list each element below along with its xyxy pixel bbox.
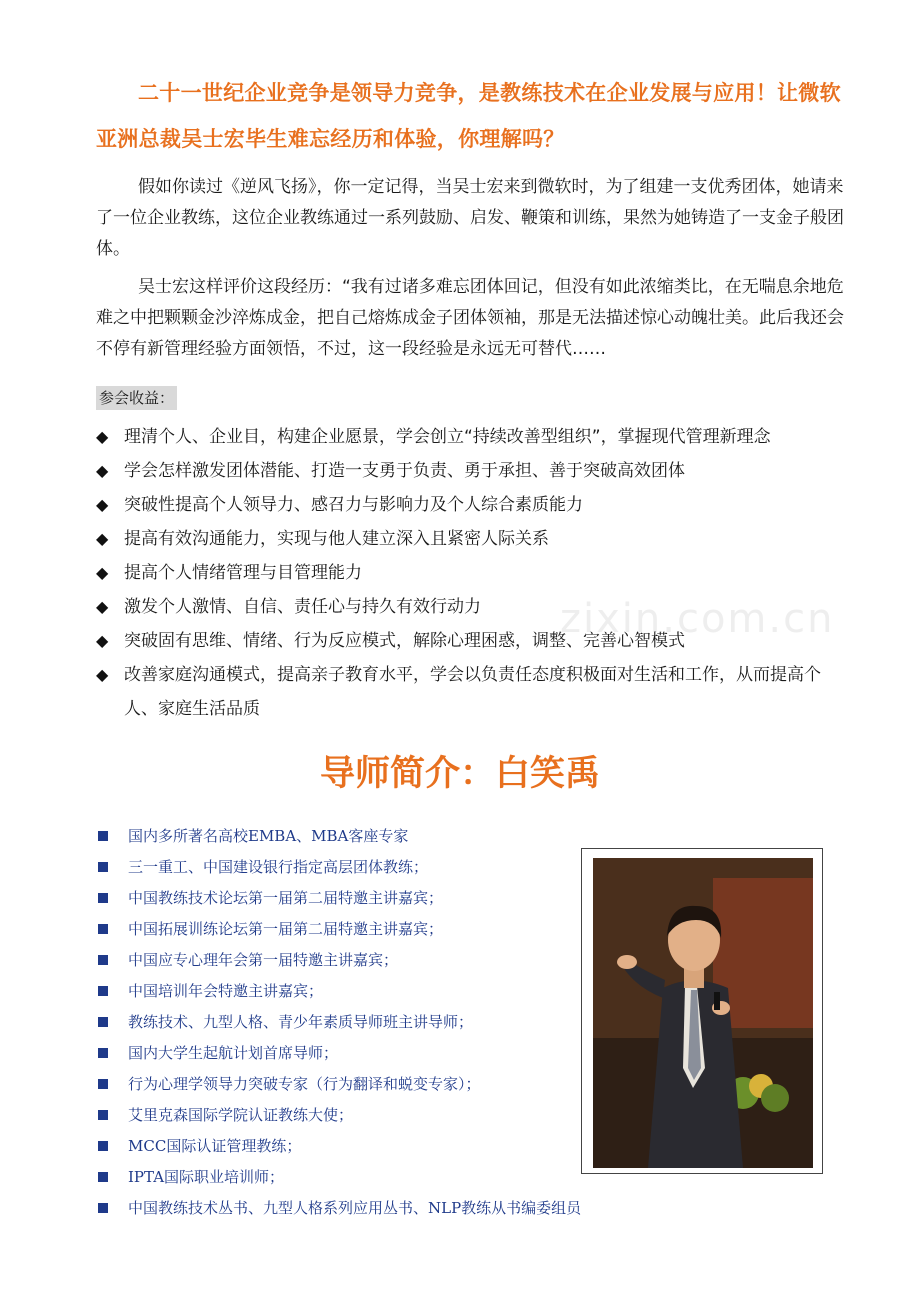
credential-text: 中国应专心理年会第一届特邀主讲嘉宾；	[128, 951, 399, 969]
square-bullet-icon	[98, 1048, 108, 1058]
benefit-text: 改善家庭沟通模式，提高亲子教育水平，学会以负责任态度积极面对生活和工作，从而提高个人、家庭生活品质	[124, 665, 821, 719]
diamond-bullet-icon: ◆	[96, 427, 109, 446]
benefit-text: 提高有效沟通能力，实现与他人建立深入且紧密人际关系	[124, 529, 549, 549]
benefit-item	[96, 420, 846, 454]
credential-text: 中国拓展训练论坛第一届第二届特邀主讲嘉宾；	[128, 920, 444, 938]
diamond-bullet-icon: ◆	[96, 631, 109, 650]
watermark: zixin.com.cn	[560, 596, 835, 642]
square-bullet-icon	[98, 893, 108, 903]
credential-text: 国内多所著名高校EMBA、MBA客座专家	[128, 827, 409, 845]
diamond-bullet-icon: ◆	[96, 665, 109, 684]
intro-paragraph-1: 假如你读过《逆风飞扬》，你一定记得，当吴士宏来到微软时，为了组建一支优秀团体，她请来了一位企业教练，这位企业教练通过一系列鼓励、启发、鞭策和训练，果然为她铸造了一支金子般团体。	[96, 177, 844, 259]
benefit-text: 突破固有思维、情绪、行为反应模式，解除心理困惑，调整、完善心智模式	[124, 631, 685, 651]
diamond-bullet-icon: ◆	[96, 495, 109, 514]
square-bullet-icon	[98, 831, 108, 841]
intro-paragraph-2: 吴士宏这样评价这段经历：“我有过诸多难忘团体回记，但没有如此浓缩类比，在无喘息余地危难之中把颗颗金沙淬炼成金，把自己熔炼成金子团体领袖，那是无法描述惊心动魄壮美。此后我还会不停有新管理经验方面领悟，不过，这一段经验是永远无可替代……	[96, 277, 844, 359]
square-bullet-icon	[98, 986, 108, 996]
benefits-list	[96, 420, 846, 726]
credential-text: 行为心理学领导力突破专家（行为翻译和蜕变专家）；	[128, 1075, 481, 1093]
diamond-bullet-icon: ◆	[96, 563, 109, 582]
square-bullet-icon	[98, 862, 108, 872]
square-bullet-icon	[98, 1141, 108, 1151]
credential-text: 三一重工、中国建设银行指定高层团体教练；	[128, 858, 429, 876]
benefits-label: 参会收益：	[96, 386, 177, 410]
credential-text: 国内大学生起航计划首席导师；	[128, 1044, 339, 1062]
benefit-item	[96, 488, 846, 522]
mentor-photo-illustration	[593, 858, 813, 1168]
credential-text: 艾里克森国际学院认证教练大使；	[128, 1106, 354, 1124]
diamond-bullet-icon: ◆	[96, 597, 109, 616]
square-bullet-icon	[98, 955, 108, 965]
diamond-bullet-icon: ◆	[96, 461, 109, 480]
square-bullet-icon	[98, 924, 108, 934]
credential-text: 中国培训年会特邀主讲嘉宾；	[128, 982, 324, 1000]
benefit-item	[96, 454, 846, 488]
credential-text: IPTA国际职业培训师；	[128, 1168, 285, 1186]
mentor-title: 导师简介：白笑禹	[319, 754, 600, 794]
square-bullet-icon	[98, 1079, 108, 1089]
credential-text: 中国教练技术丛书、九型人格系列应用丛书、NLP教练从书编委组员	[128, 1199, 582, 1217]
credential-text: MCC国际认证管理教练；	[128, 1137, 302, 1155]
mentor-photo	[593, 858, 813, 1168]
credential-text: 中国教练技术论坛第一届第二届特邀主讲嘉宾；	[128, 889, 444, 907]
headline: 二十一世纪企业竞争是领导力竞争，是教练技术在企业发展与应用！让微软亚洲总裁吴士宏毕生难忘经历和体验，你理解吗？	[96, 81, 841, 151]
square-bullet-icon	[98, 1017, 108, 1027]
square-bullet-icon	[98, 1110, 108, 1120]
benefit-text: 提高个人情绪管理与目管理能力	[124, 563, 362, 583]
credential-item	[96, 1193, 736, 1224]
square-bullet-icon	[98, 1172, 108, 1182]
benefit-text: 学会怎样激发团体潜能、打造一支勇于负责、勇于承担、善于突破高效团体	[124, 461, 685, 481]
benefit-item	[96, 522, 846, 556]
benefit-text: 激发个人激情、自信、责任心与持久有效行动力	[124, 597, 481, 617]
benefit-text: 理清个人、企业目，构建企业愿景，学会创立“持续改善型组织”，掌握现代管理新理念	[124, 427, 771, 447]
benefit-item	[96, 658, 846, 726]
mentor-photo-frame	[581, 848, 823, 1174]
benefit-text: 突破性提高个人领导力、感召力与影响力及个人综合素质能力	[124, 495, 583, 515]
square-bullet-icon	[98, 1203, 108, 1213]
benefit-item	[96, 556, 846, 590]
diamond-bullet-icon: ◆	[96, 529, 109, 548]
credential-text: 教练技术、九型人格、青少年素质导师班主讲导师；	[128, 1013, 474, 1031]
